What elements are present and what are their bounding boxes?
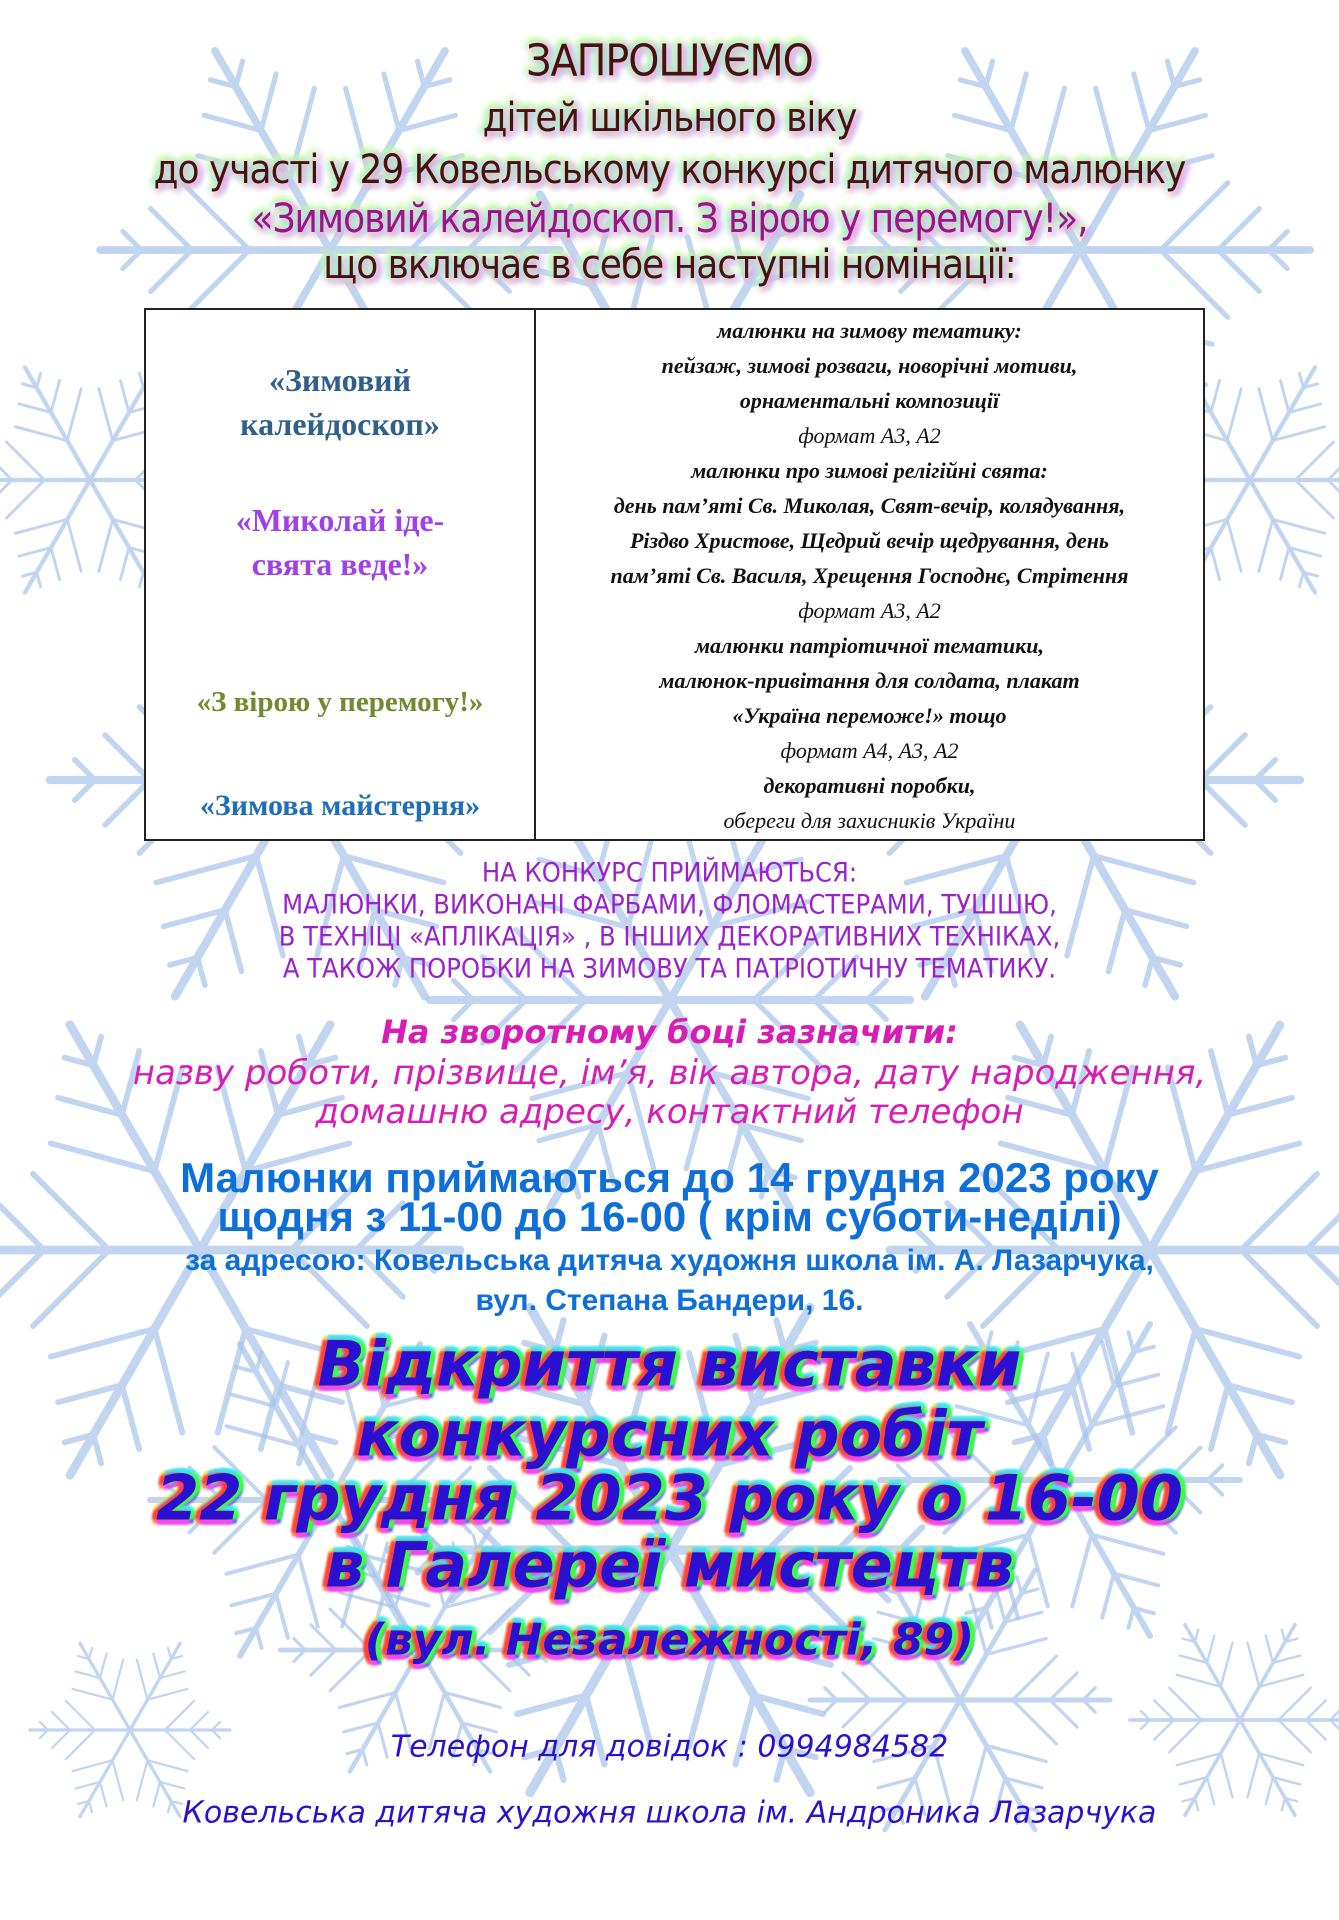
format-line: формат А3, А2 <box>798 598 941 623</box>
snowflake-icon <box>430 792 910 1208</box>
invite-audience: дітей шкільного віку <box>482 95 857 141</box>
invite-heading: ЗАПРОШУЄМО <box>526 35 813 87</box>
opening-subtitle: конкурсних робіт <box>356 1397 983 1471</box>
contest-title: «Зимовий калейдоскоп. З вірою у перемогу!», <box>251 196 1088 242</box>
opening-address: (вул. Незалежності, 89) <box>364 1614 975 1666</box>
description-line: малюнки про зимові релігійні свята: <box>691 458 1048 483</box>
invite-contest: до участі у 29 Ковельському конкурсі дитячого малюнку <box>153 147 1186 193</box>
description-line: пам’яті Св. Василя, Хрещення Господнє, Стрітення <box>610 563 1129 588</box>
accepted-line: В ТЕХНІЦІ «АПЛІКАЦІЯ» , В ІНШИХ ДЕКОРАТИВНИХ ТЕХНІКАХ, <box>278 921 1061 953</box>
deadline-hours: щодня з 11-00 до 16-00 ( крім суботи-неділі) <box>217 1193 1122 1240</box>
deadline-street: вул. Степана Бандери, 16. <box>475 1284 864 1317</box>
nomination-name-line: «Зимова майстерня» <box>199 789 481 822</box>
description-line: Різдво Христове, Щедрий вечір щедрування, день <box>629 528 1109 553</box>
format-line: формат А3, А2 <box>798 423 941 448</box>
nomination-name-line: «Зимовий <box>268 362 412 398</box>
opening-venue: в Галереї мистецтв <box>325 1528 1014 1602</box>
nomination-winter-kaleidoscope <box>146 358 534 446</box>
deadline-address: за адресою: Ковельська дитяча художня школа ім. А. Лазарчука, <box>185 1244 1154 1277</box>
description-line: день пам’яті Св. Миколая, Свят-вечір, колядування, <box>613 493 1126 518</box>
school-name: Ковельська дитяча художня школа ім. Андроника Лазарчука <box>182 1795 1157 1831</box>
nomination-descriptions-cell <box>535 309 1204 840</box>
description-line: малюнок-привітання для солдата, плакат <box>659 668 1080 693</box>
nomination-names-cell <box>145 309 535 840</box>
description-line: орнаментальні композиції <box>739 388 1000 413</box>
snowflake-icon <box>810 1570 1110 1830</box>
accepted-title: НА КОНКУРС ПРИЙМАЮТЬСЯ: <box>481 857 858 889</box>
backside-title: На зворотному боці зазначити: <box>381 1013 958 1051</box>
description-line: малюнки на зимову тематику: <box>717 318 1022 343</box>
nomination-faith-victory <box>146 680 534 724</box>
description-line: «Україна переможе!» тощо <box>732 703 1007 728</box>
contact-phone: Телефон для довідок : 0994984582 <box>390 1729 949 1765</box>
description-line: декоративні поробки, <box>763 773 976 798</box>
nomination-name-line: свята веде!» <box>251 546 429 582</box>
description-line: малюнки патріотичної тематики, <box>694 633 1045 658</box>
nomination-winter-workshop <box>146 784 534 828</box>
nomination-name-line: «З вірою у перемогу!» <box>196 686 484 718</box>
description-line: обереги для захисників України <box>723 808 1016 833</box>
nomination-mykolai <box>146 498 534 586</box>
nomination-name-line: калейдоскоп» <box>240 406 440 442</box>
backside-line: назву роботи, прізвище, ім’я, вік автора, дату народження, <box>132 1053 1207 1093</box>
backside-line: домашню адресу, контактний телефон <box>315 1092 1024 1132</box>
nomination-name-line: «Миколай іде- <box>235 502 445 538</box>
opening-title: Відкриття виставки <box>317 1327 1022 1401</box>
nominations-table <box>144 308 1205 841</box>
opening-date: 22 грудня 2023 року о 16-00 <box>155 1461 1184 1535</box>
description-line: пейзаж, зимові розваги, новорічні мотиви, <box>661 353 1078 378</box>
accepted-line: А ТАКОЖ ПОРОБКИ НА ЗИМОВУ ТА ПАТРІОТИЧНУ ТЕМАТИКУ. <box>282 953 1057 985</box>
format-line: формат А4, А3, А2 <box>780 738 959 763</box>
nominations-intro: що включає в себе наступні номінації: <box>323 242 1016 288</box>
accepted-line: МАЛЮНКИ, ВИКОНАНІ ФАРБАМИ, ФЛОМАСТЕРАМИ, ТУШШЮ, <box>282 889 1057 921</box>
deadline-date: Малюнки приймаються до 14 грудня 2023 року <box>180 1154 1159 1201</box>
